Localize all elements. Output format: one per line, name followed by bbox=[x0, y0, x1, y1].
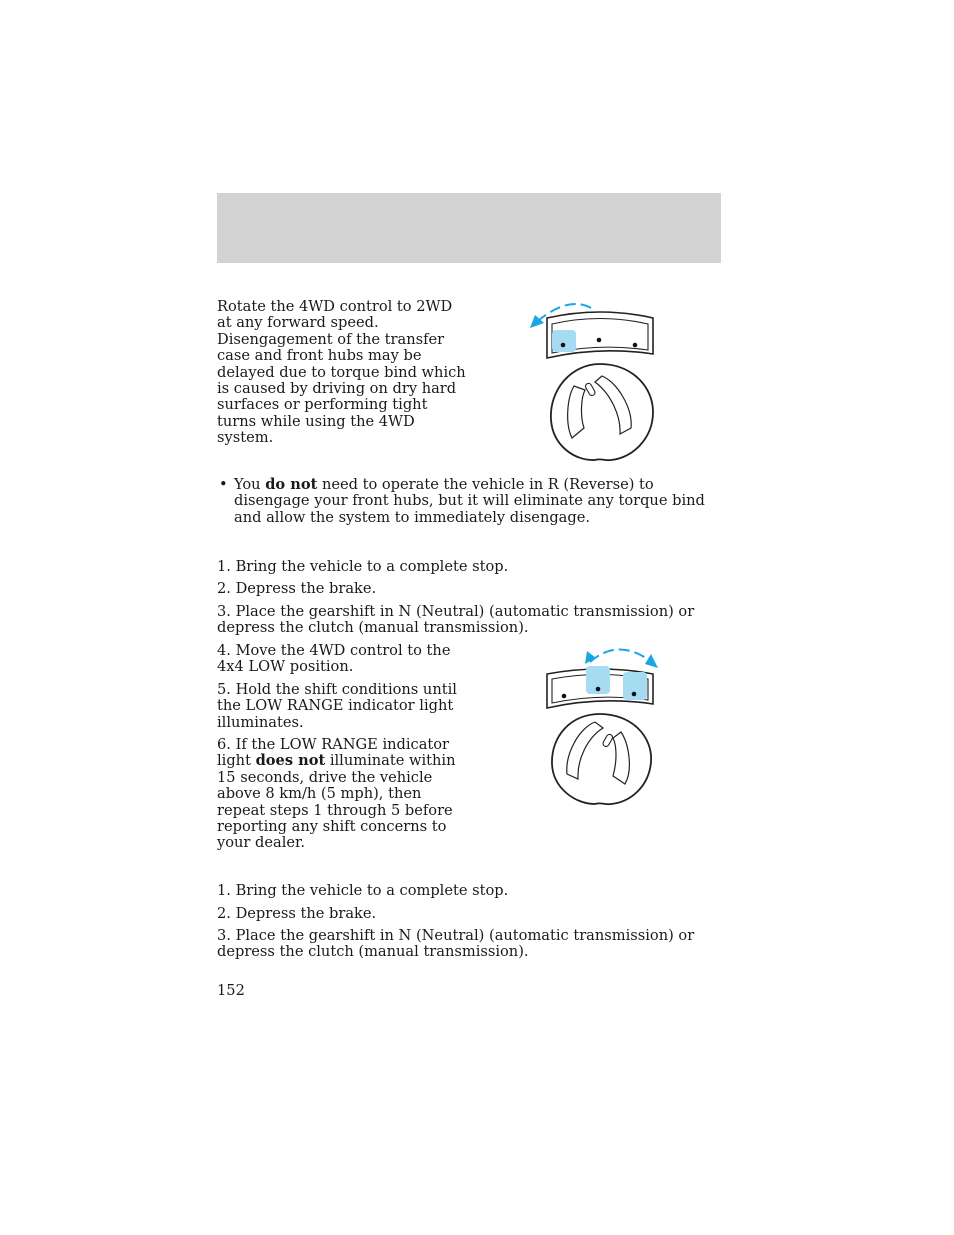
step6-emphasis: does not bbox=[255, 752, 326, 770]
4wd-dial-2wd-icon bbox=[525, 298, 660, 466]
bullet-emphasis: do not bbox=[265, 476, 318, 493]
section-header-band bbox=[217, 193, 721, 263]
step-a-5: 5. Hold the shift conditions until the LOW RANGE indicator light illuminates. bbox=[217, 681, 457, 731]
bullet-note: • You do not need to operate the vehicle in R (Reverse) to disengage your front hubs, but it will eliminate any torque bind and allow the system to immediately disengage. bbox=[219, 476, 705, 526]
step-b-3: 3. Place the gearshift in N (Neutral) (automatic transmission) or depress the clutch (manual transmission). bbox=[217, 927, 695, 961]
step-a-4: 4. Move the 4WD control to the 4x4 LOW position. bbox=[217, 642, 451, 676]
position-dot-4x4-low bbox=[632, 692, 637, 697]
position-dot-2wd bbox=[562, 694, 567, 699]
control-knob bbox=[551, 364, 653, 460]
step-b-2: 2. Depress the brake. bbox=[217, 905, 377, 922]
step-a-6: 6. If the LOW RANGE indicator light does not illuminate within 15 seconds, drive the vehicle above 8 km/h (5 mph), then repeat steps 1 through 5 before reporting any shift concerns to your dealer. bbox=[217, 736, 456, 852]
position-dot-4x4-high bbox=[597, 338, 602, 343]
bullet-mark: • bbox=[219, 476, 228, 493]
page-number: 152 bbox=[217, 982, 245, 999]
step-b-1: 1. Bring the vehicle to a complete stop. bbox=[217, 882, 509, 899]
rotate-arrow-right bbox=[590, 649, 649, 662]
position-dot-4x4-low bbox=[633, 343, 638, 348]
4wd-dial-4x4-low-icon bbox=[525, 642, 660, 810]
position-dot-2wd bbox=[561, 343, 566, 348]
intro-paragraph: Rotate the 4WD control to 2WD at any forward speed. Disengagement of the transfer case and front hubs may be delayed due to torque bind which is caused by driving on dry hard surfaces or performing tight turns while using the 4WD system. bbox=[217, 298, 466, 447]
arrow-head-right bbox=[645, 654, 658, 668]
position-dot-4x4-high bbox=[596, 687, 601, 692]
step-a-1: 1. Bring the vehicle to a complete stop. bbox=[217, 558, 509, 575]
step-a-3: 3. Place the gearshift in N (Neutral) (automatic transmission) or depress the clutch (manual transmission). bbox=[217, 603, 695, 637]
step-a-2: 2. Depress the brake. bbox=[217, 580, 377, 597]
highlight-2wd bbox=[552, 330, 576, 352]
